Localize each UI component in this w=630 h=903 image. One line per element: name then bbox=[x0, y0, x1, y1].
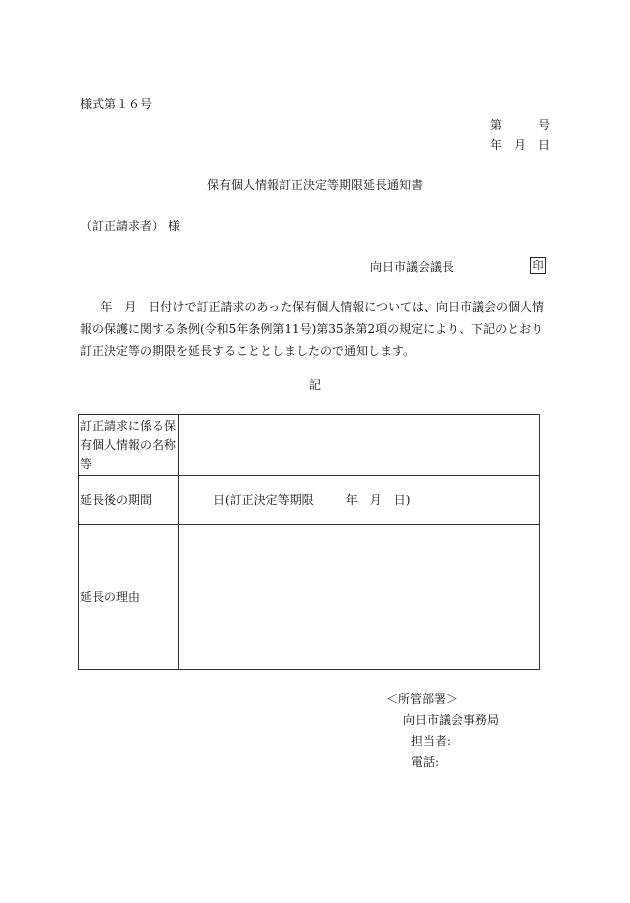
table-row bbox=[79, 415, 540, 476]
table-row bbox=[79, 476, 540, 525]
row-label-reason: 延長の理由 bbox=[79, 525, 179, 670]
ki-heading: 記 bbox=[308, 378, 321, 392]
seal-mark: 印 bbox=[530, 257, 546, 274]
details-table bbox=[78, 414, 540, 670]
contact-phone: 電話: bbox=[411, 755, 440, 769]
table-row bbox=[79, 525, 540, 670]
row-label-extended-period: 延長後の期間 bbox=[79, 476, 179, 525]
contact-person: 担当者: bbox=[411, 734, 452, 748]
document-date: 年 月 日 bbox=[489, 138, 550, 152]
notice-body: 年 月 日付けで訂正請求のあった保有個人情報については、向日市議会の個人情報の保護に関する条例(令和5年条例第11号)第35条第2項の規定により、下記のとおり訂正決定等の期限を延長することとしましたので通知します。 bbox=[80, 300, 545, 358]
row-label-info-name: 訂正請求に係る保有個人情報の名称等 bbox=[79, 415, 179, 476]
addressee: （訂正請求者） 様 bbox=[80, 219, 180, 233]
contact-office: 向日市議会事務局 bbox=[403, 713, 500, 727]
row-value-info-name bbox=[179, 415, 540, 476]
contact-heading: ＜所管部署＞ bbox=[386, 692, 459, 706]
document-number: 第 号 bbox=[489, 118, 550, 132]
period-text-days: 日(訂正決定等期限 bbox=[213, 493, 314, 507]
row-value-reason bbox=[179, 525, 540, 670]
row-value-extended-period bbox=[179, 476, 540, 525]
document-title: 保有個人情報訂正決定等期限延長通知書 bbox=[206, 178, 423, 192]
issuer-name: 向日市議会議長 bbox=[370, 260, 455, 274]
period-text-deadline: 年 月 日) bbox=[345, 493, 411, 507]
form-number: 様式第１６号 bbox=[80, 97, 153, 111]
